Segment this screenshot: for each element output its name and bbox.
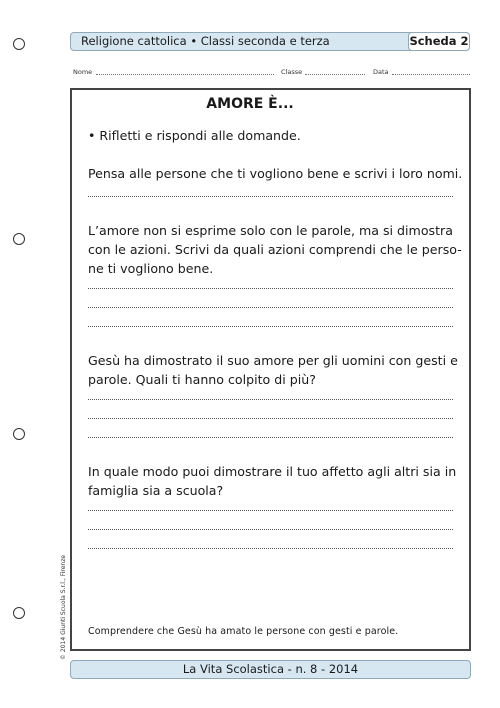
answer-line[interactable]: [88, 326, 453, 327]
header-bar: [70, 32, 470, 51]
header-title: Religione cattolica • Classi seconda e terza: [81, 34, 330, 48]
nome-field[interactable]: [96, 74, 274, 75]
question-4-line-2: famiglia sia a scuola?: [88, 483, 224, 498]
classe-label: Classe: [281, 68, 303, 76]
question-2-line-1: L’amore non si esprime solo con le parole, ma si dimostra: [88, 223, 453, 238]
answer-line[interactable]: [88, 418, 453, 419]
instruction: • Rifletti e rispondi alle domande.: [88, 128, 301, 143]
binder-hole-icon: [13, 428, 25, 440]
answer-line[interactable]: [88, 529, 453, 530]
worksheet-title: AMORE È...: [206, 96, 294, 112]
question-2-line-2: con le azioni. Scrivi da quali azioni comprendi che le perso-: [88, 242, 462, 257]
question-2-line-3: ne ti vogliono bene.: [88, 261, 214, 276]
question-1: Pensa alle persone che ti vogliono bene e scrivi i loro nomi.: [88, 166, 463, 181]
answer-line[interactable]: [88, 510, 453, 511]
nome-label: Nome: [73, 68, 93, 76]
copyright-notice: © 2014 Giunti Scuola S.r.l., Firenze: [60, 554, 67, 660]
footer-bar: La Vita Scolastica - n. 8 - 2014: [70, 660, 471, 679]
binder-hole-icon: [13, 607, 25, 619]
answer-line[interactable]: [88, 399, 453, 400]
sheet-number-badge: Scheda 2: [408, 32, 470, 51]
answer-line[interactable]: [88, 437, 453, 438]
answer-line[interactable]: [88, 307, 453, 308]
question-4-line-1: In quale modo puoi dimostrare il tuo affetto agli altri sia in: [88, 464, 457, 479]
question-3-line-2: parole. Quali ti hanno colpito di più?: [88, 372, 316, 387]
binder-hole-icon: [13, 38, 25, 50]
question-3-line-1: Gesù ha dimostrato il suo amore per gli uomini con gesti e: [88, 353, 458, 368]
learning-objective: Comprendere che Gesù ha amato le persone con gesti e parole.: [88, 626, 399, 637]
answer-line[interactable]: [88, 288, 453, 289]
binder-hole-icon: [13, 233, 25, 245]
data-field[interactable]: [392, 74, 470, 75]
answer-line[interactable]: [88, 196, 453, 197]
data-label: Data: [373, 68, 389, 76]
classe-field[interactable]: [305, 74, 365, 75]
answer-line[interactable]: [88, 548, 453, 549]
